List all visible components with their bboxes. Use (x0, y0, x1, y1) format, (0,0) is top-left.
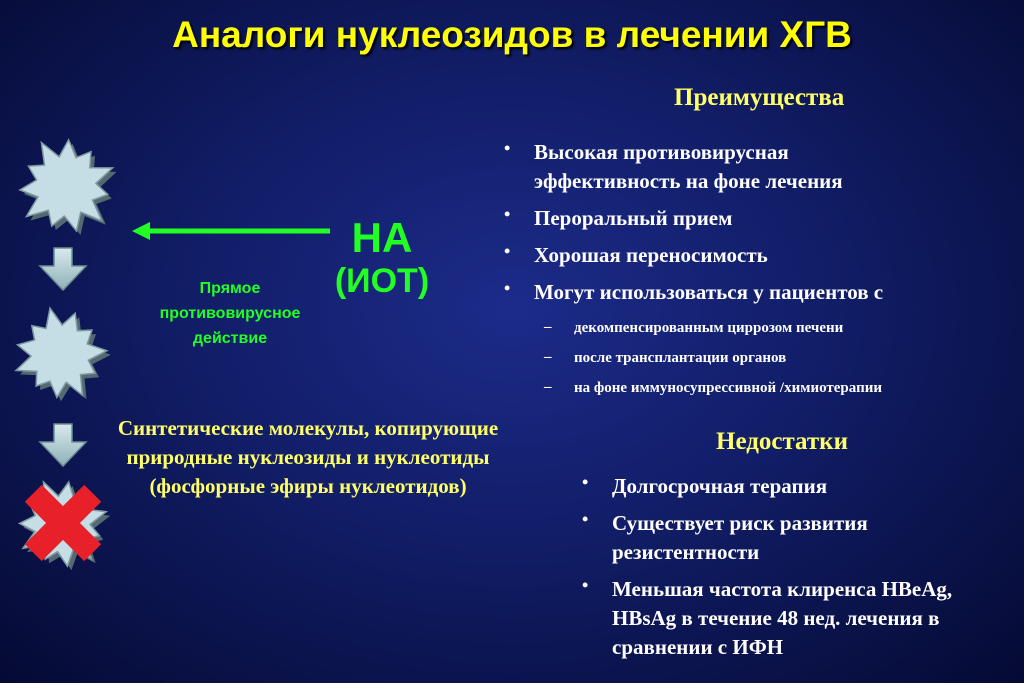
list-item: • Хорошая переносимость (500, 241, 1000, 270)
slide-title: Аналоги нуклеозидов в лечении ХГВ (172, 14, 852, 55)
down-arrow-icon (40, 424, 86, 466)
down-arrow-icon (40, 248, 86, 290)
virus-burst-icon (20, 140, 117, 235)
list-item: • Существует риск развития резистентности (578, 509, 932, 567)
iot-label: (ИОТ) (334, 262, 430, 300)
direct-action-label: Прямое противовирусное действие (159, 280, 301, 347)
list-item: – после трансплантации органов (540, 348, 1000, 368)
disadvantages-list (578, 472, 998, 670)
na-label: НА (351, 214, 413, 261)
list-item: • Высокая противовирусная эффективность на фоне лечения (500, 138, 914, 196)
list-item: – на фоне иммуносупрессивной /химиотерапии (540, 378, 1000, 398)
synthetic-molecules-text: Синтетические молекулы, копирующие природные нуклеозиды и нуклеотиды (фосфорные эфиры нуклеотидов) (117, 416, 499, 498)
left-arrow-icon (132, 222, 330, 240)
na-label-block (322, 215, 442, 301)
list-item: • Долгосрочная терапия (578, 472, 998, 501)
advantages-sublist (540, 318, 1000, 408)
disadvantages-heading: Недостатки (716, 428, 848, 455)
list-item: – декомпенсированным циррозом печени (540, 318, 1000, 338)
list-item: • Могут использоваться у пациентов с (500, 278, 1000, 307)
list-item: • Меньшая частота клиренса HBeAg, HBsAg в течение 48 нед. лечения в сравнении с ИФН (578, 575, 1002, 662)
advantages-heading: Преимущества (674, 84, 845, 111)
list-item: • Пероральный прием (500, 204, 1000, 233)
advantages-list (500, 138, 1000, 315)
virus-burst-icon (16, 308, 111, 401)
